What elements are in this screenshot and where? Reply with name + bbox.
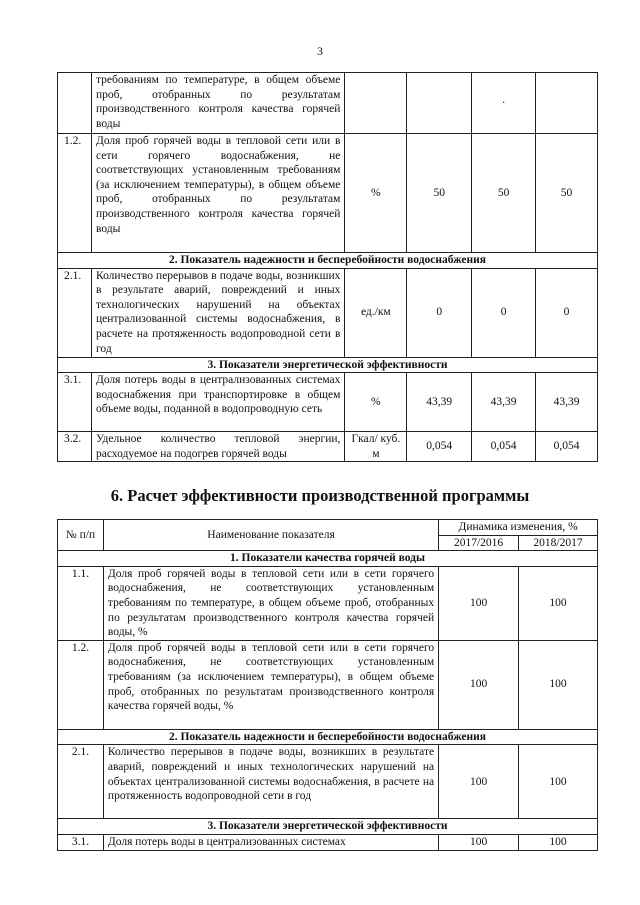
table-row (58, 268, 598, 357)
indicator-name: требованиям по температуре, в общем объеме проб, отобранных по результатам производственного контроля качества горячей воды (91, 73, 344, 134)
value-cell: 50 (536, 134, 598, 253)
value-cell: 0 (536, 268, 598, 357)
table-row (58, 432, 598, 462)
row-number: 2.1. (58, 745, 104, 819)
efficiency-table (57, 519, 598, 851)
value-cell: 0 (407, 268, 472, 357)
section-row (58, 253, 598, 269)
value-cell: 100 (519, 566, 598, 640)
section-heading: 3. Показатели энергетической эффективности (58, 819, 598, 835)
unit-cell: ед./км (345, 268, 407, 357)
row-number: 1.1. (58, 566, 104, 640)
value-cell: 43,39 (407, 373, 472, 432)
value-cell: 100 (519, 834, 598, 850)
header-year: 2018/2017 (519, 535, 598, 551)
section-title: 6. Расчет эффективности производственной программы (110, 486, 530, 505)
value-cell: 100 (519, 745, 598, 819)
row-number: 3.1. (58, 373, 92, 432)
section-heading: 2. Показатель надежности и бесперебойности водоснабжения (58, 729, 598, 745)
indicator-name: Количество перерывов в подаче воды, возникших в результате аварий, повреждений и иных технологических нарушений на объектах централизованной системы водоснабжения, в расчете на протяженность водопроводной сети в год (103, 745, 438, 819)
unit-cell: % (345, 134, 407, 253)
value-cell: 100 (439, 745, 519, 819)
section-heading: 2. Показатель надежности и бесперебойности водоснабжения (58, 253, 598, 269)
row-number: 1.2. (58, 134, 92, 253)
value-cell: 0,054 (407, 432, 472, 462)
unit-cell: % (345, 373, 407, 432)
indicator-name: Доля проб горячей воды в тепловой сети или в сети горячего водоснабжения, не соответствующих установленным требованиям (за исключением температуры), в общем объеме проб, отобранных по результатам производственного контроля качества горячей воды, % (103, 640, 438, 729)
value-cell: 0 (472, 268, 536, 357)
section-row (58, 357, 598, 373)
table-row (58, 745, 598, 819)
table-row (58, 566, 598, 640)
indicator-name: Количество перерывов в подаче воды, возникших в результате аварий, повреждений и иных технологических нарушений на объектах централизованной системы водоснабжения, в расчете на протяженность водопроводной сети в год (91, 268, 344, 357)
section-row (58, 729, 598, 745)
table-row (58, 640, 598, 729)
header-number: № п/п (58, 520, 104, 551)
value-cell: 43,39 (472, 373, 536, 432)
section-row (58, 551, 598, 567)
section-heading: 3. Показатели энергетической эффективности (58, 357, 598, 373)
table-row (58, 373, 598, 432)
value-cell: 100 (439, 640, 519, 729)
row-number: 3.1. (58, 834, 104, 850)
value-cell: 0,054 (472, 432, 536, 462)
header-year: 2017/2016 (439, 535, 519, 551)
indicator-name: Удельное количество тепловой энергии, расходуемое на подогрев горячей воды (91, 432, 344, 462)
value-cell: 100 (439, 566, 519, 640)
unit-cell: Гкал/ куб. м (345, 432, 407, 462)
value-cell: 0,054 (536, 432, 598, 462)
value-cell: 100 (519, 640, 598, 729)
value-cell: · (472, 73, 536, 134)
row-number: 1.2. (58, 640, 104, 729)
row-number (58, 73, 92, 134)
header-row (58, 520, 598, 536)
section-row (58, 819, 598, 835)
indicator-name: Доля потерь воды в централизованных системах (103, 834, 438, 850)
value-cell (536, 73, 598, 134)
table-row (58, 73, 598, 134)
row-number: 3.2. (58, 432, 92, 462)
indicator-name: Доля проб горячей воды в тепловой сети или в сети горячего водоснабжения, не соответствующих установленным требованиям по температуре, в общем объеме проб, отобранных по результатам производственного контроля качества горячей воды, % (103, 566, 438, 640)
row-number: 2.1. (58, 268, 92, 357)
table-row (58, 134, 598, 253)
indicator-name: Доля потерь воды в централизованных системах водоснабжения при транспортировке в общем объеме воды, поданной в водопроводную сеть (91, 373, 344, 432)
value-cell (407, 73, 472, 134)
indicator-name: Доля проб горячей воды в тепловой сети или в сети горячего водоснабжения, не соответствующих установленным требованиям (за исключением температуры), в общем объеме проб, отобранных по результатам производственного контроля качества горячей воды (91, 134, 344, 253)
table-row (58, 834, 598, 850)
unit-cell (345, 73, 407, 134)
section-heading: 1. Показатели качества горячей воды (58, 551, 598, 567)
value-cell: 43,39 (536, 373, 598, 432)
header-dynamics: Динамика изменения, % (439, 520, 598, 536)
value-cell: 100 (439, 834, 519, 850)
header-name: Наименование показателя (103, 520, 438, 551)
value-cell: 50 (472, 134, 536, 253)
targets-table (57, 72, 598, 462)
page-number: 3 (317, 44, 323, 58)
value-cell: 50 (407, 134, 472, 253)
